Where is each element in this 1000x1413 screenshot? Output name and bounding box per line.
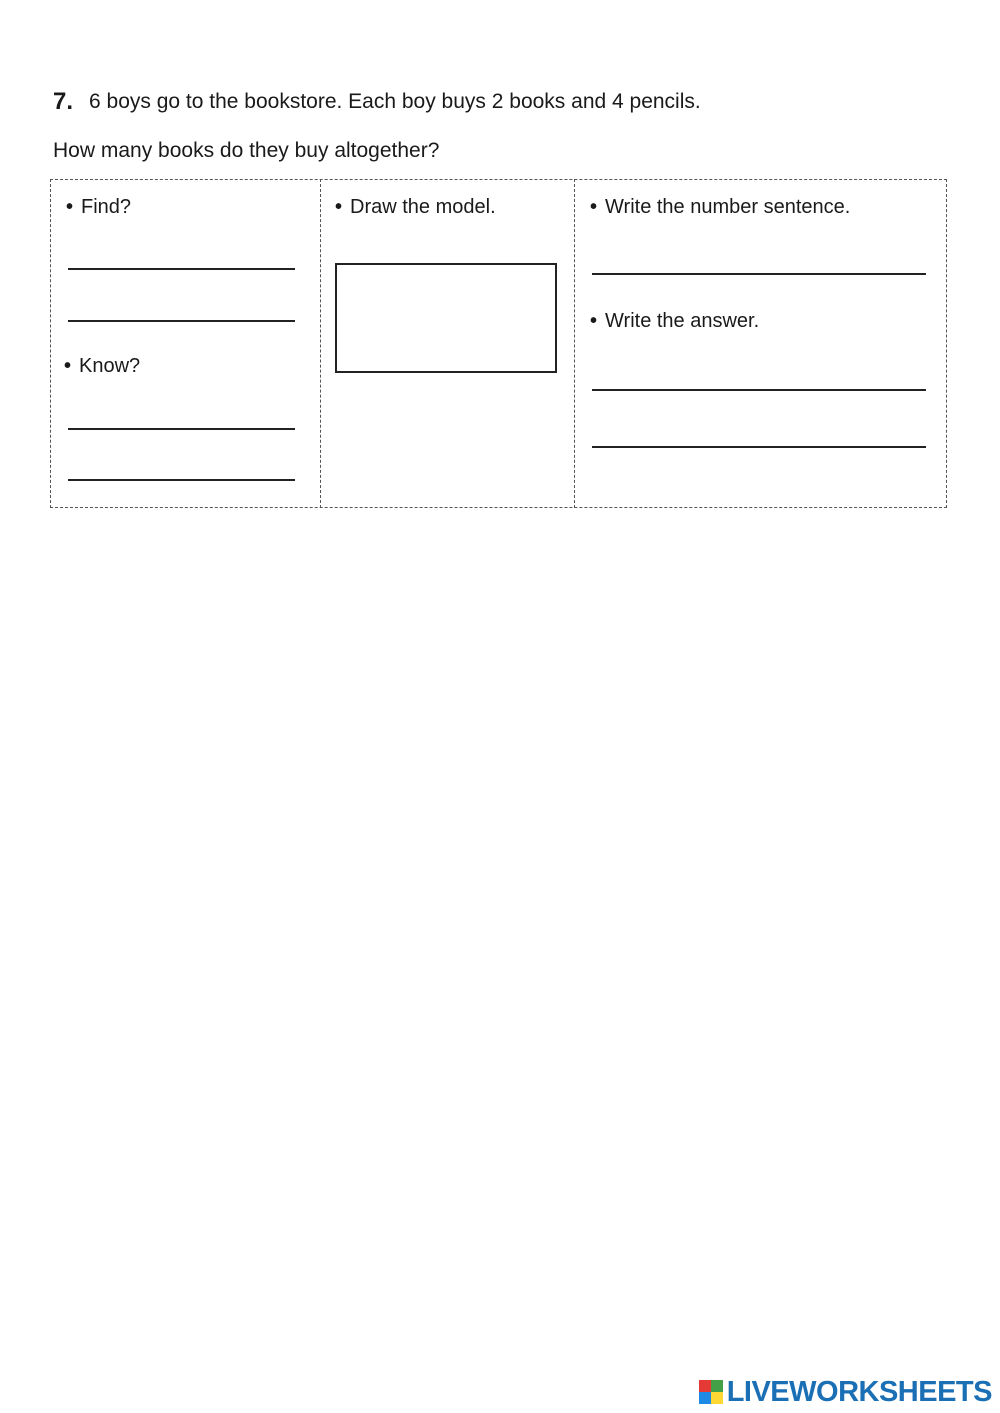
number-sentence-line[interactable] xyxy=(592,273,926,275)
bullet-icon: • xyxy=(590,310,598,332)
answer-line-1[interactable] xyxy=(592,389,926,391)
liveworksheets-logo-icon xyxy=(699,1380,723,1404)
know-answer-line-1[interactable] xyxy=(68,428,295,430)
liveworksheets-logo xyxy=(699,1375,992,1409)
find-answer-line-2[interactable] xyxy=(68,320,295,322)
question-text: 6 boys go to the bookstore. Each boy buys 2 books and 4 pencils. xyxy=(89,90,701,113)
bullet-icon: • xyxy=(64,355,72,377)
know-label: • Know? xyxy=(64,355,141,377)
model-drawing-box[interactable] xyxy=(335,263,557,373)
brand-text: LIVEWORKSHEETS xyxy=(726,1375,992,1408)
question-number: 7. xyxy=(53,88,74,115)
find-answer-line-1[interactable] xyxy=(68,268,295,270)
know-answer-line-2[interactable] xyxy=(68,479,295,481)
column-divider xyxy=(320,179,321,508)
bullet-icon: • xyxy=(66,196,74,218)
question-prompt: How many books do they buy altogether? xyxy=(53,139,440,162)
bullet-icon: • xyxy=(335,196,343,218)
bullet-icon: • xyxy=(590,196,598,218)
sentence-label: • Write the number sentence. xyxy=(590,196,851,218)
find-label: • Find? xyxy=(66,196,132,218)
model-label: • Draw the model. xyxy=(335,196,496,218)
answer-line-2[interactable] xyxy=(592,446,926,448)
column-divider xyxy=(574,179,575,508)
answer-label: • Write the answer. xyxy=(590,310,760,332)
